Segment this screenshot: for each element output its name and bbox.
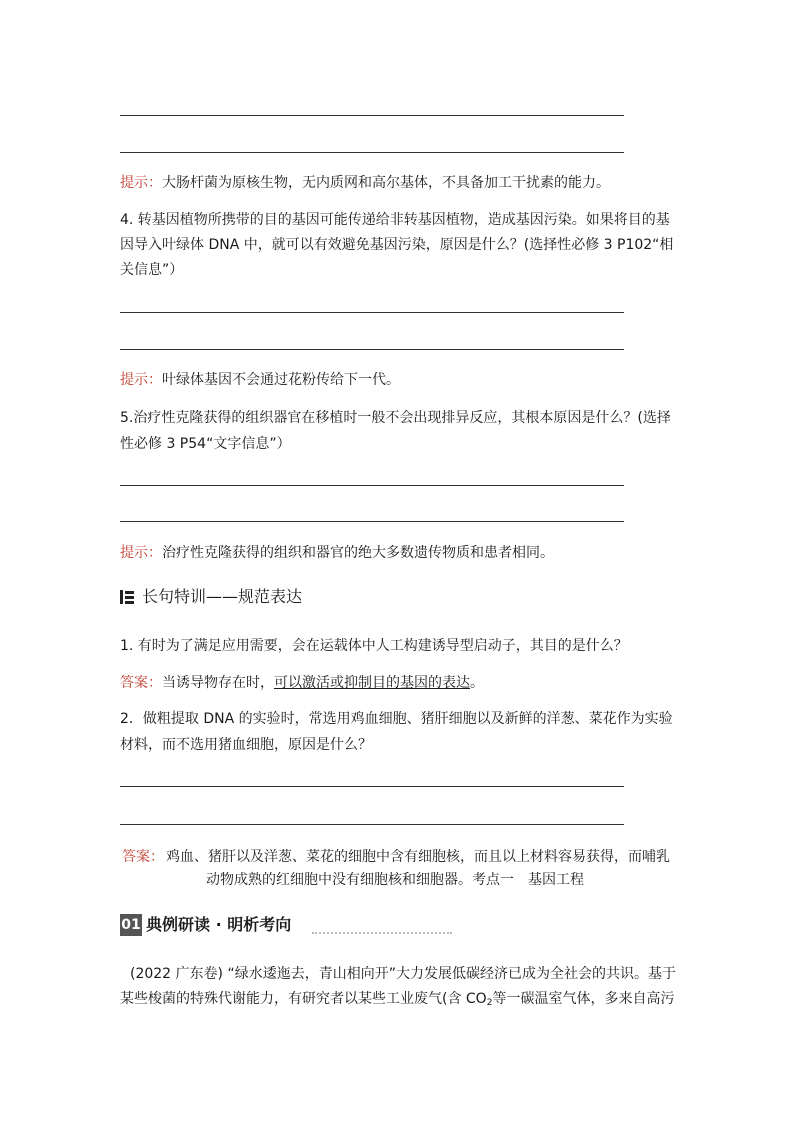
answer-end: 。 (470, 675, 484, 691)
question-5-line-1: 5.治疗性克隆获得的组织器官在移植时一般不会出现排异反应，其根本原因是什么？(选择 (120, 410, 671, 426)
hint-label: 提示： (120, 372, 162, 388)
example-text-cont: 等一碳温室气体，多来自高污 (492, 991, 675, 1007)
section-number-badge: 01 (120, 914, 142, 936)
answer-label: 答案： (120, 675, 162, 691)
hint-line (120, 368, 680, 392)
long-question-1: 1. 有时为了满足应用需要，会在运载体中人工构建诱导型启动子，其目的是什么？ (120, 638, 628, 654)
answer-line (120, 115, 624, 116)
answer-line (120, 312, 624, 313)
example-line-2 (120, 987, 680, 1015)
answer-line (120, 485, 624, 486)
answer-underlined-text: 可以激活或抑制目的基因的表达 (274, 675, 470, 691)
hint-line (120, 171, 680, 195)
hint-text: 大肠杆菌为原核生物，无内质网和高尔基体，不具备加工干扰素的能力。 (162, 175, 610, 191)
hint-label: 提示： (120, 175, 162, 191)
example-line-1: (2022 广东卷) “绿水逶迤去，青山相向开”大力发展低碳经济已成为全社会的共识。基于 (130, 966, 676, 982)
question-5-line-2: 性必修 3 P54“文字信息”） (120, 436, 291, 452)
hint-text: 叶绿体基因不会通过花粉传给下一代。 (162, 372, 400, 388)
answer-text-line-2: 动物成熟的红细胞中没有细胞核和细胞器。考点一 基因工程 (206, 872, 584, 888)
answer-line (120, 152, 624, 153)
long-question-2-line-1: 2．做粗提取 DNA 的实验时，常选用鸡血细胞、猪肝细胞以及新鲜的洋葱、菜花作为实验 (120, 711, 673, 727)
answer-line (120, 824, 624, 825)
section-title: 典例研读 · 明析考向 (146, 915, 292, 934)
answer-line (120, 521, 624, 522)
answer-text-line-1: 鸡血、猪肝以及洋葱、菜花的细胞中含有细胞核，而且以上材料容易获得，而哺乳 (166, 849, 670, 865)
subscript: 2 (486, 998, 493, 1008)
question-4-line-3: 关信息”） (120, 262, 184, 278)
long-question-2-line-2: 材料，而不选用猪血细胞，原因是什么？ (120, 737, 372, 753)
answer-line (120, 349, 624, 350)
answer-line-1 (120, 671, 680, 695)
answer-line (120, 786, 624, 787)
question-4-line-2: 因导入叶绿体 DNA 中，就可以有效避免基因污染，原因是什么？(选择性必修 3 P102“相 (120, 237, 674, 253)
question-4-line-1: 4. 转基因植物所携带的目的基因可能传递给非转基因植物，造成基因污染。如果将目的基 (120, 212, 670, 228)
answer-text: 当诱导物存在时， (162, 675, 274, 691)
section-title: 长句特训——规范表达 (142, 587, 303, 606)
section-list-icon (120, 590, 134, 604)
hint-text: 治疗性克隆获得的组织和器官的绝大多数遗传物质和患者相同。 (162, 545, 554, 561)
answer-label: 答案： (122, 849, 164, 865)
section-divider (312, 932, 452, 934)
example-text: 某些梭菌的特殊代谢能力，有研究者以某些工业废气(含 CO (120, 991, 487, 1007)
hint-label: 提示： (120, 545, 162, 561)
hint-line (120, 541, 680, 565)
